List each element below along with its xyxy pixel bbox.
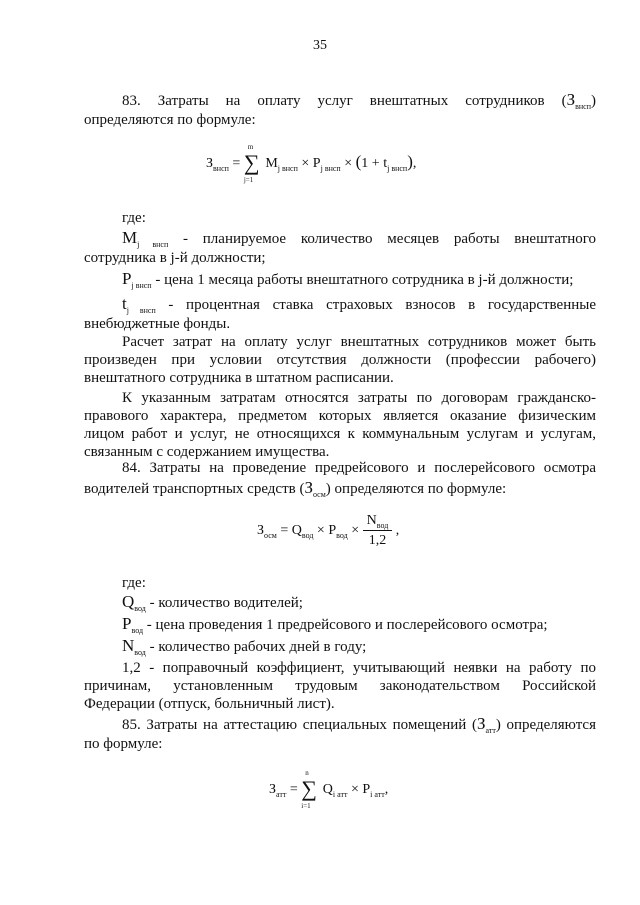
calc-line-1: Расчет затрат на оплату услуг внештатных сотрудников может быть (122, 334, 596, 350)
definition-t-cont: внебюджетные фонды. (84, 316, 231, 332)
definition-m-cont: сотрудника в j-й должности; (84, 250, 266, 266)
sum-symbol: m ∑ j=1 (243, 142, 260, 184)
sum-symbol: n ∑ i=1 (301, 769, 317, 810)
definition-m: $M_{j внсп}$ - планируемое количество месяцев работы внештатного (122, 228, 596, 249)
page-number: 35 (313, 38, 327, 53)
paragraph-85-line-1: 85. Затраты на аттестацию специальных помещений $(З_{атт})$ определяются (122, 714, 596, 735)
coef-line-2: причинам, установленным трудовым законодательством Российской (84, 678, 596, 694)
paragraph-85-line-2: по формуле: (84, 736, 163, 752)
incl-line-1: К указанным затратам относятся затраты по договорам гражданско- (122, 390, 596, 406)
incl-line-2: правового характера, предметом которых является оказание физическим (84, 408, 596, 424)
paragraph-84-line-2: водителей транспортных средств $(З_{осм})$ определяются по формуле: (84, 478, 507, 499)
definition-n: $N_{вод}$ - количество рабочих дней в году; (122, 636, 367, 657)
where-label-1: где: (122, 210, 146, 226)
paragraph-83-line-1: 83. Затраты на оплату услуг внештатных сотрудников $(З_{внсп})$ (122, 90, 596, 111)
formula-inspection-costs: $З_{осм} = Q_{вод} \times P_{вод}$ × $\frac{N_{вод}}{1,2}$ , (257, 513, 400, 548)
calc-line-2: произведен при условии отсутствия должности (профессии рабочего) (84, 352, 596, 368)
formula-attestation-costs: $З_{атт}$ = n ∑ i=1 $Q_{i атт} \times P_{i атт}$, (269, 769, 389, 810)
definition-p-vod: $P_{вод}$ - цена проведения 1 предрейсового и послерейсового осмотра; (122, 614, 548, 635)
calc-line-3: внештатного сотрудника в штатном расписании. (84, 370, 394, 386)
where-label-2: где: (122, 575, 146, 591)
formula-staff-costs: $З_{внсп}$ = m ∑ j=1 $M_{j внсп} \times P_{j внсп} \times (1 + t_{j внсп})$, (206, 142, 417, 184)
definition-q: $Q_{вод}$ - количество водителей; (122, 592, 303, 613)
definition-t: $t_{j внсп}$ - процентная ставка страховых взносов в государственные (122, 294, 597, 315)
paragraph-83-line-2: определяются по формуле: (84, 112, 256, 128)
coef-line-3: Федерации (отпуск, больничный лист). (84, 696, 335, 712)
incl-line-4: связанным с содержанием имущества. (84, 444, 330, 460)
paragraph-84-line-1: 84. Затраты на проведение предрейсового и послерейсового осмотра (122, 460, 596, 476)
incl-line-3: лицом работ и услуг, не относящихся к коммунальным услугам и услугам, (84, 426, 596, 442)
definition-p: $P_{j внсп}$ - цена 1 месяца работы внештатного сотрудника в j-й должности; (122, 269, 574, 290)
fraction: $\frac{N_{вод}}{1,2}$ (363, 513, 393, 549)
coef-line-1: 1,2 - поправочный коэффициент, учитывающий неявки на работу по (122, 660, 596, 676)
